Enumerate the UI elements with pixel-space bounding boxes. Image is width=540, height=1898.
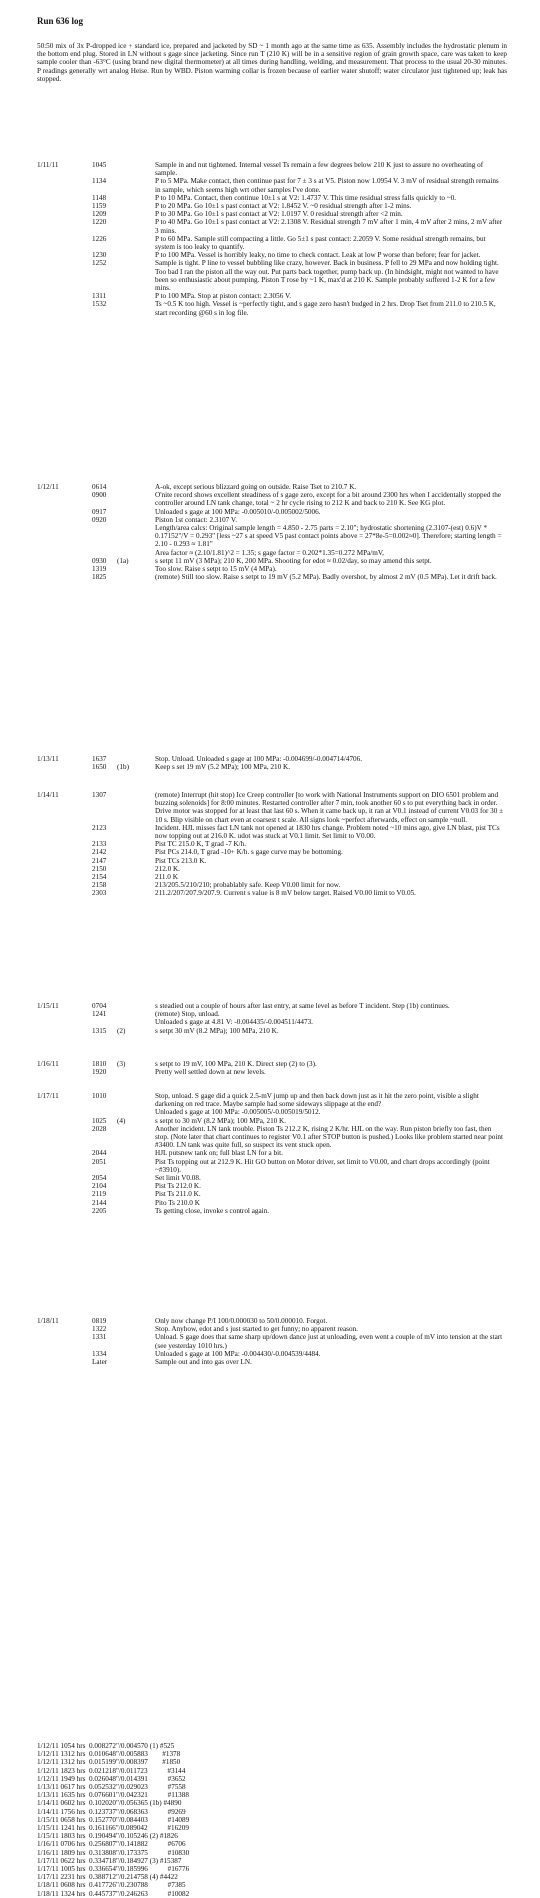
summary-row: 1/12/11 1312 hrs 0.015199"/0.008397 #1850 — [37, 1758, 181, 1767]
summary-row: 1/12/11 1949 hrs 0.026048"/0.014391 #3652 — [37, 1774, 186, 1783]
log-time: 1307 — [92, 791, 107, 799]
log-time: Later — [92, 1358, 108, 1367]
log-text: Pist TC 215.0 K, T grad -7 K/h. — [155, 840, 247, 849]
log-time: 2150 — [92, 864, 107, 873]
log-time: 1226 — [92, 234, 107, 243]
log-entry — [37, 1092, 507, 1108]
log-entry — [37, 210, 507, 218]
log-entry — [37, 251, 507, 259]
summary-row: 1/18/11 1324 hrs 0.445737"/0.246263 #10082 — [37, 1889, 190, 1898]
log-time: 2142 — [92, 848, 107, 857]
log-entry — [37, 1182, 507, 1190]
log-date: 1/13/11 — [37, 755, 59, 763]
log-entry — [37, 565, 507, 573]
log-time: 1920 — [92, 1068, 107, 1077]
log-time: 1209 — [92, 210, 107, 219]
log-entry — [37, 1190, 507, 1198]
log-section-2 — [37, 483, 507, 581]
summary-row: 1/17/11 1005 hrs 0.336654"/0.185996 #16776 — [37, 1865, 190, 1874]
log-text: P to 40 MPa. Go 10±1 s past contact at V2: 2.1308 V. Residual strength 7 mV after 1 min, 4 mV after 2 mins, 2 mV after 3 mins. — [155, 218, 503, 235]
log-time: 1010 — [92, 1092, 107, 1100]
log-entry — [37, 483, 507, 491]
summary-row: 1/15/11 1241 hrs 0.161166"/0.089042 #16209 — [37, 1824, 189, 1833]
log-text: (remote) Still too slow. Raise s setpt to 19 mV (5.2 MPa). Badly overshot, by almost 2 mV (0.5 MPa). Let it drift back. — [155, 573, 497, 582]
log-time: 1134 — [92, 177, 107, 186]
log-time: 2044 — [92, 1149, 107, 1158]
log-entry — [37, 292, 507, 300]
summary-row: 1/18/11 0608 hrs 0.417726"/0.230788 #7385 — [37, 1881, 186, 1890]
log-text: P to 100 MPa. Stop at piston contact: 2.3056 V. — [155, 292, 292, 301]
log-entry — [37, 508, 507, 516]
log-time: 1025 — [92, 1116, 107, 1125]
log-entry — [37, 1060, 507, 1068]
log-entry — [37, 549, 507, 557]
log-text: Pretty well settled down at new levels. — [155, 1068, 266, 1077]
log-date: 1/17/11 — [37, 1092, 59, 1100]
summary-row: 1/14/11 0602 hrs 0.102020"/0.056365 (1b) #4890 — [37, 1799, 182, 1808]
log-entry — [37, 1125, 507, 1150]
log-time: 0819 — [92, 1317, 107, 1325]
log-section-6 — [37, 1060, 507, 1076]
log-section-5 — [37, 1002, 507, 1035]
log-time: 0920 — [92, 515, 107, 524]
log-entry — [37, 516, 507, 524]
log-step: (4) — [117, 1116, 126, 1125]
log-time: 0930 — [92, 556, 107, 565]
log-time: 1825 — [92, 573, 107, 582]
log-text: s setpt to 30 mV (8.2 MPa); 100 MPa, 210 K. — [155, 1116, 287, 1125]
log-entry — [37, 218, 507, 234]
log-text: Keep s set 19 mV (5.2 MPa); 100 MPa, 210 K. — [155, 763, 291, 772]
log-entry — [37, 1207, 507, 1215]
log-time: 1319 — [92, 565, 107, 574]
log-entry — [37, 259, 507, 292]
log-text: s setpt 11 mV (3 MPa); 210 K, 200 MPa. Shooting for edot ≈ 0.02/day, so may amend this setpt. — [155, 556, 432, 565]
log-entry — [37, 1199, 507, 1207]
log-step: (2) — [117, 1026, 126, 1035]
log-time: 1322 — [92, 1325, 107, 1334]
log-entry — [37, 1010, 507, 1018]
log-text: Stop, unload. S gage did a quick 2.5-mV jump up and then back down just as it hit the zero point, visible a slight darkening on red trace. Maybe sample had some sideways slippage at the end? — [155, 1092, 479, 1109]
log-entry — [37, 1068, 507, 1076]
log-entry — [37, 1002, 507, 1010]
log-date: 1/12/11 — [37, 483, 59, 491]
log-entry — [37, 865, 507, 873]
log-date: 1/11/11 — [37, 161, 59, 169]
log-entry — [37, 824, 507, 840]
strain-summary-table — [37, 1742, 337, 1898]
log-time: 1045 — [92, 161, 107, 169]
log-entry — [37, 857, 507, 865]
log-time: 1650 — [92, 763, 107, 772]
log-step: (3) — [117, 1060, 126, 1068]
log-text: Unload. S gage does that same sharp up/down dance just at unloading, even went a couple of mV into tension at the start (see yesterday 1010 hrs.) — [155, 1333, 503, 1350]
log-time: 0704 — [92, 1002, 107, 1010]
log-text: HJL putsnew tank on; full blast LN for a bit. — [155, 1149, 283, 1158]
log-time: 2158 — [92, 881, 107, 890]
log-time: 1810 — [92, 1060, 107, 1068]
summary-row: 1/13/11 1635 hrs 0.076601"/0.042321 #11388 — [37, 1791, 189, 1800]
log-time: 2028 — [92, 1124, 107, 1133]
log-entry — [37, 491, 507, 507]
log-date: 1/14/11 — [37, 791, 59, 799]
log-text: Sample out and into gas over LN. — [155, 1358, 252, 1367]
log-text: Sample in and nut tightened. Internal vessel Ts remain a few degrees below 210 K just to assure no overheating of sample. — [155, 161, 484, 178]
summary-row: 1/12/11 1054 hrs 0.008272"/0.004570 (1) #525 — [37, 1742, 175, 1750]
log-text: Pist PCs 214.0, T grad -10+ K/h. s gage curve may be bottoming. — [155, 848, 343, 857]
log-text: Unloaded s gage at 4.81 V: -0.004435/-0.004511/4473. — [155, 1018, 313, 1027]
log-text: Area factor ≈ (2.10/1.81)^2 = 1.35; s gage factor = 0.202*1.35=0.272 MPa/mV, — [155, 548, 384, 557]
log-text: Sample is tight. P line to vessel bubbling like crazy, however. Back in business. P fell to 29 MPa and now holding tight. Too bad I ran the piston all the way out. Put parts back together, pump back up. (In hindsight, might not wanted to have been so enthusiastic about pumping. Piston T rose by ~1 K, max'd at 210 K. Sample probably suffered 1-2 K for a few mins. — [155, 259, 499, 293]
log-entry — [37, 1027, 507, 1035]
log-date: 1/15/11 — [37, 1002, 59, 1010]
log-text: (remote) Interrupt (hit stop) Ice Creep controller [to work with National Instruments support on DIO 6501 problem and buzzing solenoids] for 8:00 minutes. Restarted controller after 7 min, took another 60 s to put everything back in order. Drive motor was stopped for at least that last 60 s. When it came back up, it ran at V0.1 instead of current V0.03 for 30 ± 10 s. Blip visible on chart even at coarsest t scale. All signs look ~perfect afterwards, effect on sample ~null. — [155, 791, 504, 824]
log-section-7 — [37, 1092, 507, 1215]
log-time: 1311 — [92, 292, 107, 301]
log-text: P to 60 MPa. Sample still compacting a little. Go 5±1 s past contact: 2.2059 V. Some residual strength remains, but system is too leaky to quantify. — [155, 234, 486, 252]
log-entry — [37, 202, 507, 210]
log-section-4 — [37, 791, 507, 898]
log-time: 2154 — [92, 873, 107, 882]
log-text: P to 10 MPa. Contact, then continue 10±1 s at V2: 1.4737 V. This time residual stress falls quickly to ~0. — [155, 193, 457, 202]
log-entry — [37, 1174, 507, 1182]
log-entry — [37, 177, 507, 193]
summary-row: 1/15/11 0658 hrs 0.152770"/0.084403 #14089 — [37, 1815, 190, 1824]
log-text: Pist TCs 213.0 K. — [155, 856, 207, 865]
log-text: s setpt 30 mV (8.2 MPa); 100 MPa, 210 K. — [155, 1026, 279, 1035]
log-entry — [37, 557, 507, 565]
summary-row: 1/15/11 1803 hrs 0.190494"/0.105246 (2) #1826 — [37, 1832, 178, 1841]
log-entry — [37, 524, 507, 549]
log-date: 1/16/11 — [37, 1060, 59, 1068]
summary-row: 1/16/11 0706 hrs 0.256807"/0.141882 #6706 — [37, 1840, 186, 1849]
log-text: s setpt to 19 mV, 100 MPa, 210 K. Direct step (2) to (3). — [155, 1060, 317, 1068]
log-date: 1/18/11 — [37, 1317, 59, 1325]
log-time: 1252 — [92, 259, 107, 268]
log-time: 1331 — [92, 1333, 107, 1342]
log-entry — [37, 881, 507, 889]
log-entry — [37, 840, 507, 848]
log-step: (1b) — [117, 763, 129, 772]
log-entry — [37, 763, 507, 771]
log-time: 1637 — [92, 755, 107, 763]
log-section-3 — [37, 755, 507, 771]
log-entry — [37, 1117, 507, 1125]
log-entry — [37, 873, 507, 881]
log-entry — [37, 1358, 507, 1366]
log-text: s steadied out a couple of hours after last entry, at same level as before T incident. Step (1b) continues. — [155, 1002, 450, 1010]
log-entry — [37, 161, 507, 177]
log-text: Unloaded s gage at 100 MPa: -0.005010/-0.005002/5006. — [155, 507, 321, 516]
log-text: P to 100 MPa. Vessel is horribly leaky, no time to check contact. Leak at low P worse than before; fear for jacket. — [155, 251, 481, 260]
summary-row: 1/17/11 0622 hrs 0.334718"/0.184927 (3) #15387 — [37, 1856, 182, 1865]
log-text: Unloaded s gage at 100 MPa: -0.005005/-0.005019/5012. — [155, 1108, 321, 1117]
log-entry — [37, 1325, 507, 1333]
log-time: 0917 — [92, 507, 107, 516]
log-text: 211.0 K — [155, 873, 178, 882]
log-time: 1159 — [92, 202, 107, 211]
log-entry — [37, 1158, 507, 1174]
summary-row: 1/17/11 2231 hrs 0.388712"/0.214758 (4) #4422 — [37, 1873, 178, 1882]
log-entry — [37, 755, 507, 763]
log-text: Pist Ts 211.0 K. — [155, 1190, 201, 1199]
log-time: 1532 — [92, 300, 107, 309]
log-time: 1220 — [92, 218, 107, 227]
log-entry — [37, 1333, 507, 1349]
log-text: Pist Ts 212.0 K. — [155, 1182, 201, 1191]
log-text: Length/area calcs: Original sample length = 4.850 - 2.75 parts = 2.10"; hydrostatic shortening (2.3107-(est) 0.6)V * 0.17152"/V = 0.293" [less ~27 s at speed V5 past contact points above = 27*8e-5=0.002≈0]. Therefore; starting length = 2.10 - 0.293 ≈ 1.81" — [155, 524, 502, 549]
summary-row: 1/16/11 1809 hrs 0.313808"/0.173375 #10830 — [37, 1848, 190, 1857]
log-text: Pist Ts topping out at 212.9 K. Hit GO button on Motor driver, set limit to V0.00, and chart drops accordingly (point ~#3910). — [155, 1157, 490, 1174]
summary-row: 1/14/11 1756 hrs 0.123737"/0.068363 #9269 — [37, 1807, 186, 1816]
log-text: P to 5 MPa. Make contact, then continue past for 7 ± 3 s at V5. Piston now 1.0954 V. 3 mV of residual strength remains in sample, which seems high wrt other samples I've done. — [155, 177, 499, 194]
log-text: Ts ~0.5 K too high. Vessel is ~perfectly tight, and s gage zero hasn't budged in 2 hrs. Drop Tset from 211.0 to 210.5 K, start recording @60 s in log file. — [155, 300, 496, 317]
log-time: 0900 — [92, 491, 107, 500]
log-text: P to 20 MPa. Go 10±1 s past contact at V2: 1.8452 V. ~0 residual strength after 1-2 mins. — [155, 202, 412, 211]
log-entry — [37, 1350, 507, 1358]
log-time: 1148 — [92, 193, 107, 202]
log-entry — [37, 1108, 507, 1116]
log-section-1 — [37, 161, 507, 317]
log-time: 2133 — [92, 840, 107, 849]
log-entry — [37, 1317, 507, 1325]
log-section-8 — [37, 1317, 507, 1366]
log-text: Set limit V0.08. — [155, 1174, 201, 1183]
log-entry — [37, 235, 507, 251]
log-text: O'nite record shows excellent steadiness of s gage zero, except for a bit around 2300 hrs when I accidentally stopped the controller around LN tank change, total ~ 2 hr cycle rising to 212 K and back to 210 K. See KG plot. — [155, 491, 501, 508]
log-time: 2054 — [92, 1174, 107, 1183]
log-text: Only now change P/I 100/0.000030 to 50/0.000010. Forgot. — [155, 1317, 328, 1325]
log-text: 211.2/207/207.9/207.9. Current s value is 8 mV below target. Raised V0.00 limit to V0.05. — [155, 889, 416, 898]
log-text: Piston 1st contact: 2.3107 V. — [155, 515, 237, 524]
log-time: 2144 — [92, 1198, 107, 1207]
intro-paragraph: 50:50 mix of 3x P-dropped ice + standard ice, prepared and jacketed by SD ~ 1 month ago at the same time as 635. Assembly includes the hydrostatic plenum in the bottom end plug. Stored in LN without s gage since jacketing. Since run T (210 K) will be in a sensitive region of grain growth space, care was taken to keep sample cooler than -63°C (using brand new digital thermometer) at all times during handling, welding, and measurement. That process to the usual 20-30 minutes. P readings generally wrt analog Heise. Run by WBD. Piston warming collar is frozen because of earlier water shutoff; water circulator just tightened up; leak has stopped. — [37, 42, 507, 83]
log-text: Unloaded s gage at 100 MPa: -0.004430/-0.004539/4484. — [155, 1349, 321, 1358]
log-step: (1a) — [117, 556, 129, 565]
log-entry — [37, 791, 507, 824]
log-text: Too slow. Raise s setpt to 15 mV (4 MPa). — [155, 565, 277, 574]
log-title: Run 636 log — [37, 16, 84, 26]
summary-row: 1/13/11 0617 hrs 0.052532"/0.029023 #7558 — [37, 1783, 186, 1792]
log-text: A-ok, except serious blizzard going on outside. Raise Tset to 210.7 K. — [155, 483, 357, 491]
log-text: P to 30 MPa. Go 10±1 s past contact at V2: 1.0197 V. 0 residual strength after <2 min. — [155, 210, 403, 219]
log-entry — [37, 573, 507, 581]
log-time: 1230 — [92, 251, 107, 260]
log-text: (remote) Stop, unload. — [155, 1010, 220, 1019]
summary-row: 1/12/11 1312 hrs 0.010648"/0.005883 #1378 — [37, 1750, 181, 1759]
log-entry — [37, 300, 507, 316]
log-text: Ts getting close, invoke s control again. — [155, 1206, 270, 1215]
log-entry — [37, 889, 507, 897]
log-time: 0614 — [92, 483, 107, 491]
summary-row: 1/12/11 1823 hrs 0.021218"/0.011723 #3144 — [37, 1766, 186, 1775]
log-entry — [37, 1018, 507, 1026]
log-entry — [37, 848, 507, 856]
log-time: 1315 — [92, 1026, 107, 1035]
log-time: 1334 — [92, 1349, 107, 1358]
log-text: Stop. Unload. Unloaded s gage at 100 MPa: -0.004699/-0.004714/4706. — [155, 755, 363, 763]
log-time: 2104 — [92, 1182, 107, 1191]
log-text: Another incident. LN tank trouble. Piston Ts 212.2 K, rising 2 K/hr. HJL on the way. Run piston briefly too fast, then stop. (Note later that chart continues to register V0.1 after STOP button is pushed.) Looks like problem started near point #3400. LN tank was quite full, so suspect its vent stuck open. — [155, 1124, 503, 1150]
log-time: 2205 — [92, 1206, 107, 1215]
log-time: 2119 — [92, 1190, 107, 1199]
log-time: 2051 — [92, 1157, 107, 1166]
log-text: Stop. Anyhow, edot and s just started to get funny; no apparent reason. — [155, 1325, 358, 1334]
log-time: 2303 — [92, 889, 107, 898]
log-text: 212.0 K. — [155, 864, 180, 873]
log-text: Pito Ts 210.0 K — [155, 1198, 200, 1207]
log-time: 2147 — [92, 856, 107, 865]
log-text: Incident. HJL misses fact LN tank not opened at 1830 hrs change. Problem noted ~10 mins ago, give LN blast, pist TCs now topping out at 216.0 K. udot was stuck at V0.1 limit. Set limit to V0.00. — [155, 823, 500, 841]
log-text: 213/205.5/210/210; probablably safe. Keep V0.00 limit for now. — [155, 881, 341, 890]
log-entry — [37, 194, 507, 202]
log-entry — [37, 1149, 507, 1157]
log-time: 2123 — [92, 823, 107, 832]
log-time: 1241 — [92, 1010, 107, 1019]
